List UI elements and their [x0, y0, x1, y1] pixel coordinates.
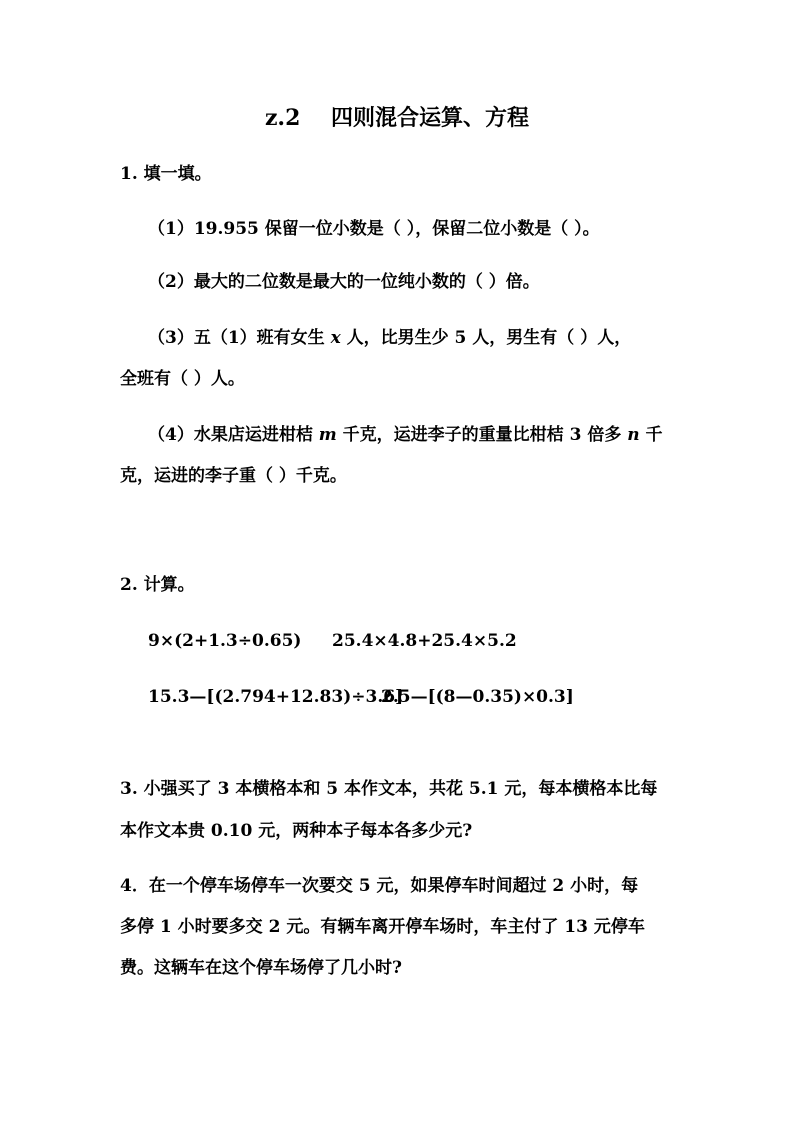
q1-item3-var: x: [330, 328, 341, 348]
q1-item4-post: 千: [639, 425, 663, 445]
q1-item3-post: 人，比男生少 5 人，男生有（ ）人，: [340, 328, 632, 348]
q3-line2: 本作文本贵 0.10 元，两种本子每本各多少元?: [120, 821, 473, 841]
q2-expr4: 2.5—[(8—0.35)×0.3]: [381, 687, 574, 707]
q1-item4-line2: 克，运进的李子重（ ）千克。: [120, 466, 347, 486]
q1-item4-mid: 千克，运进李子的重量比柑桔 3 倍多: [336, 425, 628, 445]
page-title: z.2 四则混合运算、方程: [264, 105, 530, 131]
q2-expr1: 9×(2+1.3÷0.65): [148, 631, 302, 651]
q1-item1: （1）19.955 保留一位小数是（ ），保留二位小数是（ ）。: [148, 219, 600, 239]
q1-item3-line2: 全班有（ ）人。: [120, 369, 245, 389]
q2-expr2: 25.4×4.8+25.4×5.2: [332, 631, 517, 651]
q1-heading: 1. 填一填。: [120, 164, 212, 184]
q4-line2: 多停 1 小时要多交 2 元。有辆车离开停车场时，车主付了 13 元停车: [120, 917, 645, 937]
q1-item4-var1: m: [318, 425, 337, 445]
q1-item3-pre: （3）五（1）班有女生: [148, 328, 331, 348]
q1-item3-line1: [148, 327, 631, 349]
q1-item4-line1: [148, 424, 663, 446]
q2-expr3: 15.3—[(2.794+12.83)÷3.6]: [148, 687, 404, 707]
q4-line1: 4．在一个停车场停车一次要交 5 元，如果停车时间超过 2 小时，每: [120, 876, 639, 896]
q1-item4-pre: （4）水果店运进柑桔: [148, 425, 319, 445]
q4-line3: 费。这辆车在这个停车场停了几小时?: [120, 958, 402, 978]
q1-item2: （2）最大的二位数是最大的一位纯小数的（ ）倍。: [148, 272, 540, 292]
q3-line1: 3. 小强买了 3 本横格本和 5 本作文本，共花 5.1 元，每本横格本比每: [120, 779, 658, 799]
q2-heading: 2. 计算。: [120, 575, 195, 595]
q1-item4-var2: n: [627, 425, 640, 445]
